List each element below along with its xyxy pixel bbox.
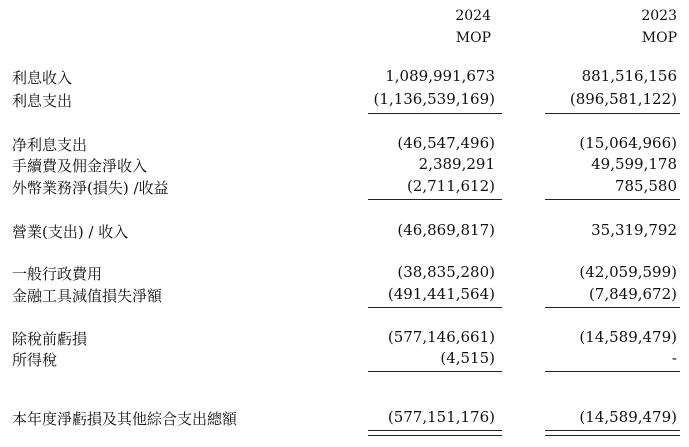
value-2024: (2,711,612) <box>406 177 495 195</box>
subtotal-rule <box>368 199 502 200</box>
year-2023-label: 2023 <box>641 8 677 24</box>
value-2023: 49,599,178 <box>591 155 677 173</box>
value-2023: 35,319,792 <box>591 221 677 239</box>
row-label: 利息支出 <box>12 92 73 110</box>
year-2024-label: 2024 <box>455 8 491 24</box>
total-double-rule <box>545 430 680 436</box>
value-2024: (577,146,661) <box>387 328 495 346</box>
currency-2023-label: MOP <box>641 30 677 46</box>
row-label: 除稅前虧損 <box>12 330 88 348</box>
row-label: 外幣業務淨(損失) /收益 <box>12 179 169 197</box>
row-label: 利息收入 <box>12 69 73 87</box>
value-2024: (46,869,817) <box>397 221 495 239</box>
row-label: 手續費及佣金淨收入 <box>12 157 148 175</box>
value-2023: (42,059,599) <box>579 263 677 281</box>
value-2024: (491,441,564) <box>387 285 495 303</box>
value-2023: (7,849,672) <box>588 285 677 303</box>
value-2024: (46,547,496) <box>397 134 495 152</box>
subtotal-rule <box>368 371 502 372</box>
row-label: 本年度淨虧損及其他綜合支出總額 <box>12 410 238 428</box>
value-2024: 2,389,291 <box>418 155 495 173</box>
value-2023: (15,064,966) <box>579 134 677 152</box>
subtotal-rule <box>545 307 680 308</box>
value-2024: (1,136,539,169) <box>373 90 495 108</box>
subtotal-rule <box>545 199 680 200</box>
row-label: 净利息支出 <box>12 136 88 154</box>
row-label: 所得稅 <box>12 351 58 369</box>
value-2023: 785,580 <box>614 177 677 195</box>
row-label: 一般行政費用 <box>12 265 103 283</box>
row-label: 營業(支出) / 收入 <box>12 223 129 241</box>
value-2023: (14,589,479) <box>579 408 677 426</box>
row-label: 金融工具減值損失淨額 <box>12 287 163 305</box>
subtotal-rule <box>368 113 502 114</box>
value-2023: (14,589,479) <box>579 328 677 346</box>
total-double-rule <box>368 430 502 436</box>
value-2024: (4,515) <box>440 349 495 367</box>
subtotal-rule <box>368 307 502 308</box>
value-2024: 1,089,991,673 <box>385 67 495 85</box>
value-2023: - <box>671 349 677 367</box>
value-2023: 881,516,156 <box>581 67 677 85</box>
value-2024: (38,835,280) <box>397 263 495 281</box>
value-2023: (896,581,122) <box>569 90 677 108</box>
subtotal-rule <box>545 113 680 114</box>
currency-2024-label: MOP <box>455 30 491 46</box>
value-2024: (577,151,176) <box>387 408 495 426</box>
subtotal-rule <box>545 371 680 372</box>
